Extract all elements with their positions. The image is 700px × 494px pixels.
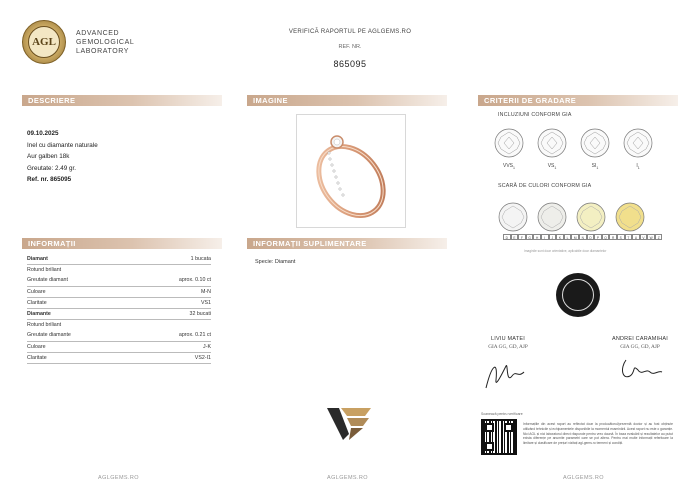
info-row [27, 342, 211, 353]
color-scale-cell: I [541, 234, 549, 240]
signer-name: LIVIU MATEI [491, 336, 525, 342]
color-diagrams [498, 202, 645, 237]
section-imagine: IMAGINE [247, 95, 447, 106]
info-label: Culoare [27, 343, 46, 350]
section-criterii: CRITERII DE GRADARE [478, 95, 678, 106]
diamond-facet-icon [623, 128, 653, 158]
color-scale-cell: M [571, 234, 579, 240]
lab-name-line: GEMOLOGICAL [76, 39, 135, 46]
footer-link[interactable]: AGLGEMS.RO [98, 475, 139, 481]
info-label: Greutate diamante [27, 332, 71, 339]
info-row [27, 254, 211, 265]
qr-caption: Scanează pentru verificare [481, 412, 523, 416]
inclusion-item [494, 128, 524, 170]
inclusion-label: $VVS_1$ [503, 163, 515, 170]
species-text: Specie: Diamant [255, 259, 296, 265]
info-row [27, 298, 211, 309]
brand-logo-icon [325, 404, 373, 442]
section-informatii: INFORMAȚII [22, 238, 222, 249]
color-diamond-icon [537, 202, 567, 237]
info-label: Claritate [27, 299, 47, 306]
color-scale-cell: D [503, 234, 511, 240]
lab-seal-text: AGL [28, 26, 60, 58]
color-diamond-icon [498, 202, 528, 237]
verify-link[interactable]: VERIFICĂ RAPORTUL PE AGLGEMS.RO [288, 29, 412, 35]
signature-left-icon [482, 354, 528, 394]
info-label: Rotund briliant [27, 267, 62, 274]
diamond-facet-icon [580, 128, 610, 158]
color-scale-cell: Z [655, 234, 663, 240]
info-row [27, 309, 211, 320]
inclusions-title: INCLUZIUNI CONFORM GIA [498, 112, 572, 118]
info-row [27, 265, 211, 275]
color-scale-cell: G [526, 234, 534, 240]
info-label: Greutate diamant [27, 277, 68, 284]
info-row [27, 275, 211, 286]
info-table [27, 254, 211, 364]
info-value: aprox. 0.21 ct [178, 332, 211, 339]
lab-name-line: LABORATORY [76, 48, 130, 55]
info-row [27, 320, 211, 330]
info-label: Rotund briliant [27, 322, 62, 329]
signer-credentials: GIA GG, GD, AJP [620, 344, 660, 350]
color-scale-cell: T [625, 234, 633, 240]
color-scale-cell: S [617, 234, 625, 240]
diamond-facet-icon [537, 128, 567, 158]
color-scale-cell: F [518, 234, 526, 240]
color-scale-cell: U [632, 234, 640, 240]
color-scale-cell: O [587, 234, 595, 240]
signer-name: ANDREI CARAMIHAI [611, 336, 669, 342]
item-name: Inel cu diamante naturale [27, 141, 98, 149]
info-label: Diamant [27, 256, 48, 262]
signature-right-icon [618, 354, 664, 384]
signer-credentials: GIA GG, GD, AJP [488, 344, 528, 350]
inclusion-item [623, 128, 653, 170]
info-row [27, 330, 211, 341]
color-scale-title: SCARĂ DE CULORI CONFORM GIA [498, 183, 592, 189]
lab-seal-logo [22, 20, 66, 64]
qr-code[interactable] [481, 419, 517, 455]
info-value: J-K [203, 343, 211, 350]
section-suplimentare: INFORMAȚII SUPLIMENTARE [247, 238, 447, 249]
color-scale-cell: L [564, 234, 572, 240]
color-scale-cell: H [533, 234, 541, 240]
ref-number: 865095 [333, 59, 367, 69]
color-scale-cell: E [511, 234, 519, 240]
inclusion-item [580, 128, 610, 170]
info-row [27, 287, 211, 298]
color-scale-cell: R [609, 234, 617, 240]
disclaimer-text: Informațiile din acest raport au reflectat doar la producătorul/prezentă doctor și au fost obținute utilizând tehnicile și echipamentele disponibile la momentul examinării. Acest raport nu este o garanție. Nici AGL și nici laboratorul direct răspunde pentru vreo daună. În baza evaluării și rezultatelor au putut exista diferențe pe anumite parametri care se pot altera. Pentru mai multe informații referitoare la limitare și clasificare de prețuri vizitați agl-gems.ro termeni și condiții. [523, 422, 673, 446]
footer-link[interactable]: AGLGEMS.RO [563, 475, 604, 481]
lab-name-line: ADVANCED [76, 30, 120, 37]
info-label: Diamante [27, 310, 51, 317]
info-value: 32 bucati [189, 310, 211, 317]
color-scale-cell: J [549, 234, 557, 240]
inclusion-label: $VS_1$ [547, 163, 557, 170]
color-scale-cell: V [640, 234, 648, 240]
ring-image [297, 115, 405, 227]
color-diamond-icon [615, 202, 645, 237]
inclusion-label: $SI_1$ [591, 163, 599, 170]
description-block [27, 128, 98, 186]
footer-link[interactable]: AGLGEMS.RO [327, 475, 368, 481]
color-diamond-icon [576, 202, 606, 237]
color-scale-cell: N [579, 234, 587, 240]
color-scale-cell: K [556, 234, 564, 240]
ring-image-frame [296, 114, 406, 228]
report-date: 09.10.2025 [27, 130, 59, 137]
info-value: VS2-I1 [194, 354, 211, 361]
info-value: M-N [200, 288, 211, 295]
color-scale-cell: W [647, 234, 655, 240]
info-value: aprox. 0.10 ct [178, 277, 211, 284]
color-scale-cell: P [594, 234, 602, 240]
inclusion-item [537, 128, 567, 170]
diamond-facet-icon [494, 128, 524, 158]
agl-stamp-icon [556, 273, 600, 317]
ref-label: REF. NR. [338, 44, 362, 50]
color-scale-bar [503, 234, 662, 240]
color-scale-note: Imaginile sunt doar orientative, aplicabile doar diamantelor [524, 249, 607, 253]
info-value: 1 bucata [190, 256, 211, 262]
inclusion-diagrams [494, 128, 653, 170]
item-weight: Greutate: 2.49 gr. [27, 164, 77, 172]
section-descriere: DESCRIERE [22, 95, 222, 106]
info-label: Claritate [27, 354, 47, 361]
color-scale-cell: Q [602, 234, 610, 240]
inclusion-label: $I_1$ [636, 163, 640, 170]
info-label: Culoare [27, 288, 46, 295]
item-metal: Aur galben 18k [27, 153, 70, 160]
info-value: VS1 [200, 299, 211, 306]
info-row [27, 353, 211, 364]
item-ref: Ref. nr. 865095 [27, 176, 72, 183]
